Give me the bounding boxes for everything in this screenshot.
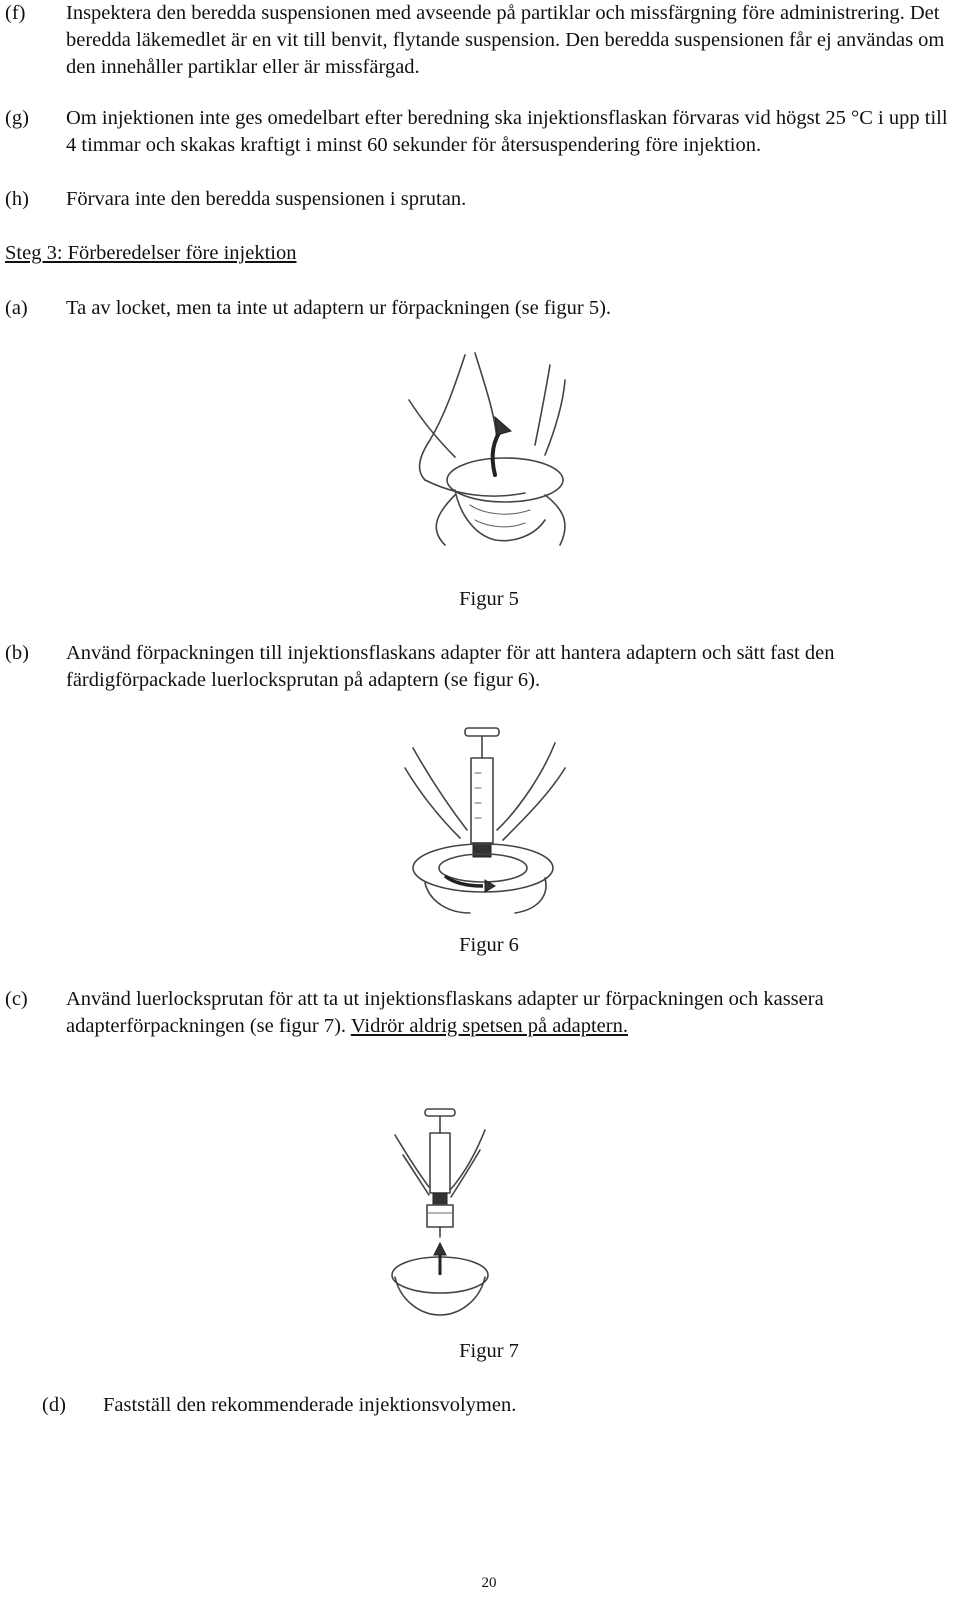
item-c bbox=[5, 986, 950, 1040]
item-label: (d) bbox=[42, 1394, 66, 1416]
item-label: (h) bbox=[5, 188, 29, 210]
page-number: 20 bbox=[481, 1575, 497, 1591]
item-label: (f) bbox=[5, 2, 26, 24]
item-text: Ta av locket, men ta inte ut adaptern ur förpackningen (se figur 5). bbox=[66, 297, 612, 319]
section-heading: Steg 3: Förberedelser före injektion bbox=[5, 242, 297, 264]
item-label: (b) bbox=[5, 642, 29, 664]
item-b bbox=[5, 640, 950, 694]
item-d bbox=[42, 1392, 950, 1419]
item-f bbox=[5, 0, 950, 81]
figure-7-illustration bbox=[385, 1105, 555, 1325]
figure-6-drawing bbox=[395, 718, 585, 918]
item-g bbox=[5, 105, 950, 159]
figure-7-drawing bbox=[385, 1105, 555, 1325]
item-h bbox=[5, 186, 950, 213]
figure-6-caption: Figur 6 bbox=[459, 934, 519, 956]
item-text-main: Använd luerlocksprutan för att ta ut injektionsflaskans adapter ur förpackningen och kassera adapterförpackningen (se figur 7). bbox=[66, 988, 824, 1037]
item-label: (c) bbox=[5, 988, 28, 1010]
item-label: (g) bbox=[5, 107, 29, 129]
figure-5-illustration bbox=[395, 345, 585, 560]
figure-5-drawing bbox=[395, 345, 585, 560]
item-text: Fastställ den rekommenderade injektionsvolymen. bbox=[103, 1394, 517, 1416]
item-label: (a) bbox=[5, 297, 28, 319]
item-text: Förvara inte den beredda suspensionen i sprutan. bbox=[66, 188, 467, 210]
item-text bbox=[66, 986, 950, 1040]
warning-text: Vidrör aldrig spetsen på adaptern. bbox=[350, 1015, 628, 1037]
item-text: Använd förpackningen till injektionsflaskans adapter för att hantera adaptern och sätt fast den färdigförpackade luerlocksprutan på adaptern (se figur 6). bbox=[66, 642, 835, 691]
figure-7-caption: Figur 7 bbox=[459, 1340, 519, 1362]
item-text: Inspektera den beredda suspensionen med avseende på partiklar och missfärgning före administrering. Det beredda läkemedlet är en vit till benvit, flytande suspension. Den beredda suspensionen får ej användas om den innehåller partiklar eller är missfärgad. bbox=[66, 2, 945, 78]
item-a bbox=[5, 295, 950, 322]
item-text: Om injektionen inte ges omedelbart efter beredning ska injektionsflaskan förvaras vid högst 25 °C i upp till 4 timmar och skakas kraftigt i minst 60 sekunder för återsuspendering före injektion. bbox=[66, 107, 948, 156]
figure-6-illustration bbox=[395, 718, 585, 918]
figure-5-caption: Figur 5 bbox=[459, 588, 519, 610]
